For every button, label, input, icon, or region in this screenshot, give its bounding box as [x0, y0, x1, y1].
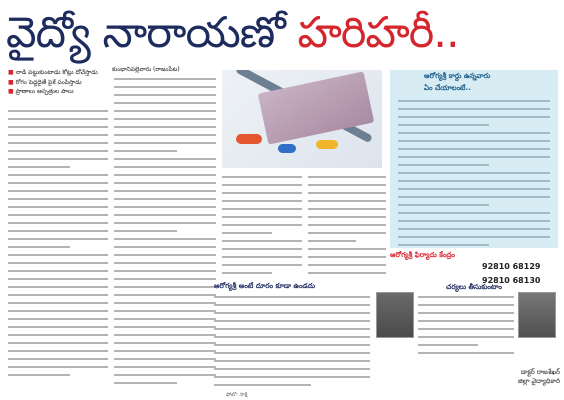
- medicine-photo: [222, 70, 382, 168]
- dateline: కుంభానిపల్లెవారు (రాజంపేట): [112, 66, 180, 73]
- headline-part2: హరిహరీ..: [297, 8, 459, 58]
- doctor-photo: [518, 292, 556, 338]
- body-column-2: [114, 78, 216, 390]
- signature-block: [430, 368, 560, 386]
- headline-part1: వైద్యో నారాయణో: [6, 8, 285, 58]
- headline: [6, 2, 558, 64]
- body-column-5: [214, 296, 370, 392]
- body-column-4: [308, 176, 386, 280]
- bullet-item: ■ ప్రాణాలు ఆస్పత్రుల పాలు: [8, 88, 74, 95]
- sub-headline: ఆరోగ్యశ్రీ అంటే దూరం కూడా ఉండదు: [214, 282, 316, 290]
- helpline-title: ఆరోగ్యశ్రీ ఫిర్యాదు కేంద్రం: [390, 251, 455, 259]
- sidebar-subtitle: ఏం చేయాలంటే..: [424, 84, 471, 92]
- helpline-number-2: 92810 68130: [482, 276, 541, 285]
- info-sidebar: [390, 70, 558, 248]
- pill-shape: [278, 144, 296, 153]
- photo-credit: ఫోటో: సాక్షి: [226, 392, 248, 398]
- person-photo: [376, 292, 414, 338]
- body-column-3: [222, 176, 302, 280]
- bullet-item: ■ నాడి పట్టుకుంటాడు కోట్లు దోచేస్తాడు: [8, 69, 98, 76]
- body-column-6: [418, 296, 514, 360]
- quote-headline: చర్యలు తీసుకుంటాం: [446, 283, 503, 291]
- sidebar-title: ఆరోగ్యశ్రీ కార్డు ఉన్నవారు: [424, 72, 491, 80]
- signature-name: డాక్టర్ రాజశేఖర్: [520, 368, 560, 376]
- bullet-item: ■ రోగం పెద్దదైతే పైకే పంపిస్తాడు: [8, 78, 82, 86]
- bullet-list: [8, 68, 104, 106]
- pill-shape: [316, 140, 338, 149]
- helpline-number-1: 92810 68129: [482, 262, 541, 271]
- body-column-1: [8, 110, 108, 382]
- signature-role: జిల్లా వైద్యాధికారి: [517, 377, 560, 385]
- pill-shape: [236, 134, 262, 144]
